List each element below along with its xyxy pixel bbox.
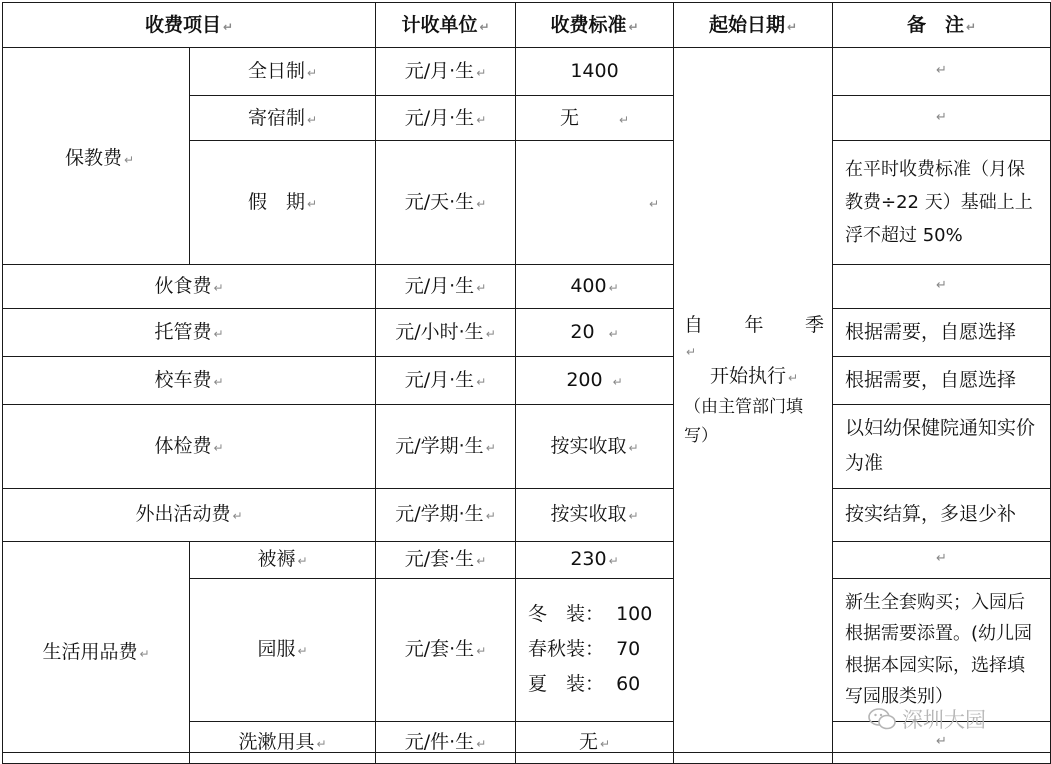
uniform-standard [516,578,674,721]
uniform-sub: 园服 ↵ [190,578,376,721]
care-full-sub: 全日制 ↵ [190,48,376,96]
header-item: 收费项目 ↵ [3,3,376,48]
start-char-3: 季 [804,314,824,336]
care-full-remark: ↵ [833,48,1051,96]
bedding-remark: ↵ [833,541,1051,578]
daycare-item: 托管费 ↵ [3,309,376,357]
toiletries-standard: 无 ↵ [516,721,674,763]
start-char-2: 年 [744,314,764,336]
watermark [868,704,986,734]
bus-unit: 元/月·生 ↵ [376,357,516,405]
uniform-line-summer: 夏 装： 60 [528,673,641,696]
daycare-unit: 元/小时·生 ↵ [376,309,516,357]
row-label-living: 生活用品费 ↵ [3,541,190,763]
care-board-standard: 无 ↵ [516,96,674,141]
care-holiday-unit: 元/天·生 ↵ [376,141,516,265]
uniform-line-winter: 冬 装： 100 [528,602,653,625]
meal-standard: 400 ↵ [516,265,674,309]
toiletries-unit: 元/件·生 ↵ [376,721,516,763]
checkup-unit: 元/学期·生 ↵ [376,405,516,488]
checkup-standard: 按实收取 ↵ [516,405,674,488]
uniform-line-spring: 春秋装： 70 [528,637,641,660]
checkup-remark: 以妇幼保健院通知实价为准 [833,405,1051,488]
next-row-border [2,752,1051,760]
outing-standard: 按实收取 ↵ [516,488,674,541]
bedding-standard: 230 ↵ [516,541,674,578]
start-line3: （由主管部门填写） [684,397,803,446]
bus-item: 校车费 ↵ [3,357,376,405]
care-full-unit: 元/月·生 ↵ [376,48,516,96]
care-board-sub: 寄宿制 ↵ [190,96,376,141]
meal-unit: 元/月·生 ↵ [376,265,516,309]
start-char-1: 自 [684,314,704,336]
toiletries-sub: 洗漱用具 ↵ [190,721,376,763]
care-holiday-remark: 在平时收费标准（月保教费÷22 天）基础上上浮不超过 50% [833,141,1051,265]
watermark-text: 深圳大园 [902,708,986,732]
daycare-standard: 20 ↵ [516,309,674,357]
care-full-standard: 1400 [516,48,674,96]
header-start-date: 起始日期 ↵ [674,3,833,48]
toiletries-remark: ↵ [833,721,1051,763]
care-holiday-standard: ↵ [516,141,674,265]
meal-item: 伙食费 ↵ [3,265,376,309]
start-line2: 开始执行 ↵ [709,365,799,388]
daycare-remark: 根据需要，自愿选择 [833,309,1051,357]
meal-remark: ↵ [833,265,1051,309]
uniform-unit: 元/套·生 ↵ [376,578,516,721]
wechat-icon [868,708,896,730]
outing-unit: 元/学期·生 ↵ [376,488,516,541]
fee-table [2,2,1051,764]
header-standard: 收费标准 ↵ [516,3,674,48]
bedding-unit: 元/套·生 ↵ [376,541,516,578]
uniform-remark: 新生全套购买；入园后根据需要添置。(幼儿园根据本园实际，选择填写园服类别） [833,578,1051,721]
care-board-unit: 元/月·生 ↵ [376,96,516,141]
care-holiday-sub: 假 期 ↵ [190,141,376,265]
checkup-item: 体检费 ↵ [3,405,376,488]
bus-standard: 200 ↵ [516,357,674,405]
start-date-cell: 自 年 季 ↵ 开始执行 ↵ （由主管部门填写） [674,48,833,764]
header-remark: 备 注 ↵ [833,3,1051,48]
care-board-remark: ↵ [833,96,1051,141]
header-unit: 计收单位 ↵ [376,3,516,48]
bedding-sub: 被褥 ↵ [190,541,376,578]
row-label-care: 保教费 ↵ [3,48,190,265]
outing-remark: 按实结算，多退少补 [833,488,1051,541]
bus-remark: 根据需要，自愿选择 [833,357,1051,405]
outing-item: 外出活动费 ↵ [3,488,376,541]
